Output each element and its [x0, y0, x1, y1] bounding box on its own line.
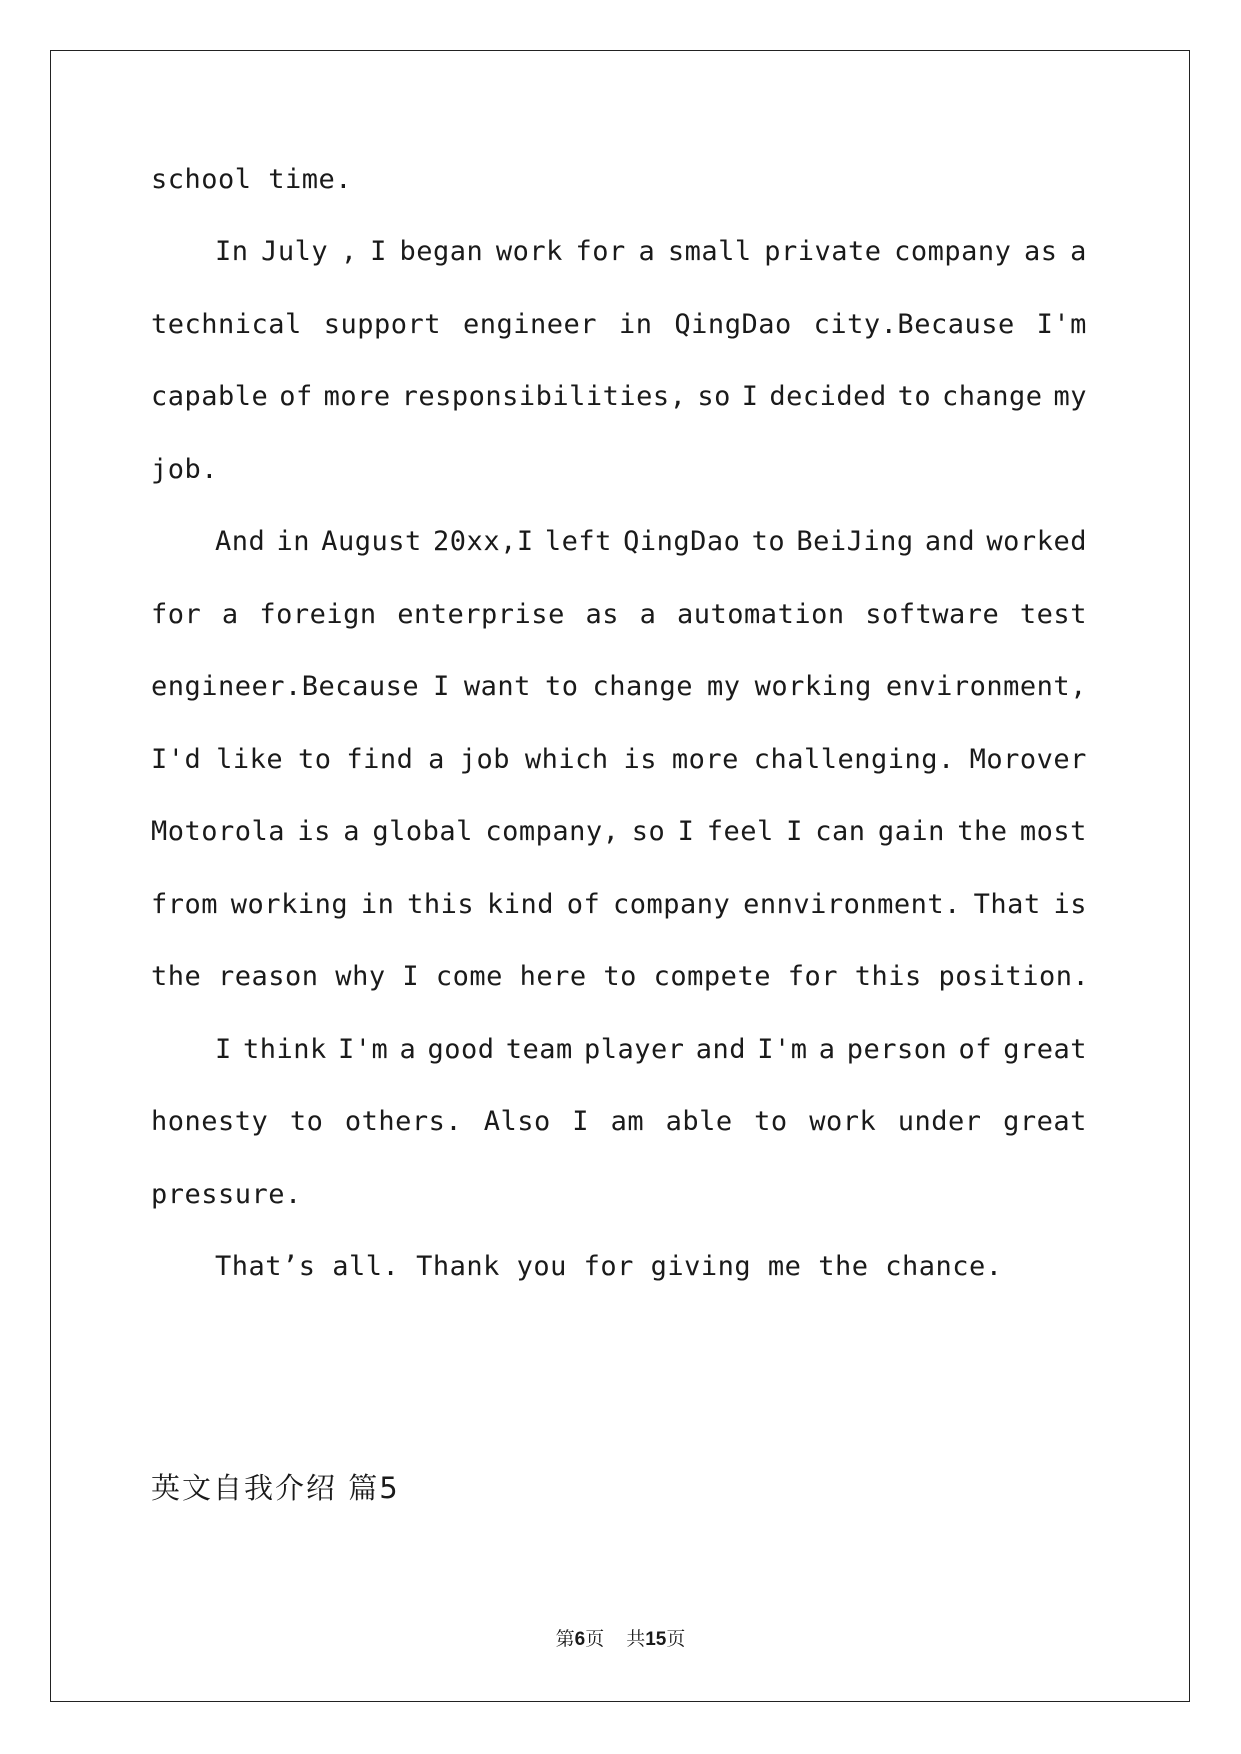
text-line: I think I'm a good team player and I'm a person of great — [215, 1034, 1087, 1065]
total-prefix: 共 — [626, 1628, 646, 1650]
page-suffix: 页 — [585, 1628, 605, 1650]
text-line: pressure. — [151, 1179, 302, 1210]
text-line: for a foreign enterprise as a automation software test — [151, 599, 1087, 630]
text-line: school time. — [151, 164, 353, 195]
page-prefix: 第 — [555, 1628, 575, 1650]
total-pages: 15 — [645, 1629, 667, 1650]
page-border — [50, 50, 1190, 1702]
text-line: honesty to others. Also I am able to work under great — [151, 1106, 1087, 1137]
text-line: And in August 20xx,I left QingDao to BeiJing and worked — [215, 526, 1087, 557]
text-line: technical support engineer in QingDao city.Because I'm — [151, 309, 1087, 340]
text-line: the reason why I come here to compete for this position. — [151, 961, 1090, 992]
text-line: I'd like to find a job which is more challenging. Morover — [151, 744, 1087, 775]
text-line: from working in this kind of company ennvironment. That is — [151, 889, 1087, 920]
text-line: In July , I began work for a small private company as a — [215, 236, 1087, 267]
text-line: Motorola is a global company, so I feel I can gain the most — [151, 816, 1087, 847]
text-line: That’s all. Thank you for giving me the chance. — [215, 1251, 1003, 1282]
text-line: capable of more responsibilities, so I decided to change my — [151, 381, 1087, 412]
section-heading: 英文自我介绍 篇5 — [151, 1471, 400, 1505]
text-line: engineer.Because I want to change my working environment, — [151, 671, 1087, 702]
total-suffix: 页 — [666, 1628, 686, 1650]
page-footer — [0, 1624, 1241, 1651]
page-number: 6 — [574, 1629, 586, 1650]
text-line: job. — [151, 454, 219, 485]
